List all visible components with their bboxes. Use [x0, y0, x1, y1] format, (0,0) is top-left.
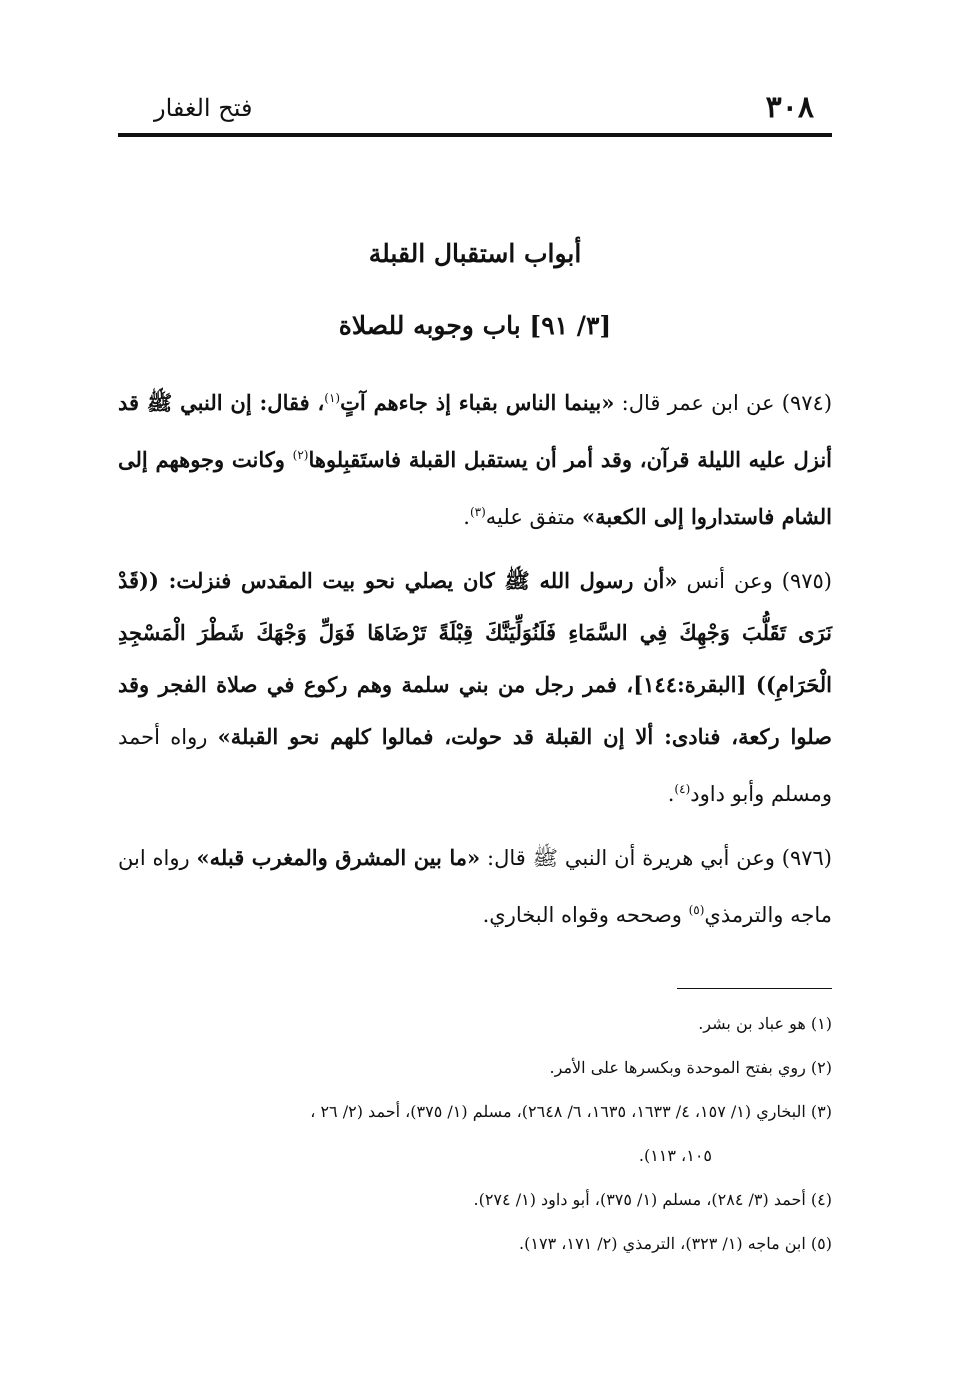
hadith-quote-continued: ، فقال: إن النبي ﷺ قد أنزل عليه الليلة قرآن، وقد أمر أن يستقبل القبلة فاستَقبِلوها — [118, 390, 833, 472]
footnote-marker: (١) — [324, 391, 341, 405]
source-text-end: وصححه وقواه البخاري. — [482, 903, 689, 927]
source-text: رواه أحمد ومسلم وأبو داود — [118, 725, 832, 806]
narrator-text: عن ابن عمر قال: — [614, 391, 782, 415]
footnote-marker: (٣) — [469, 505, 486, 519]
period: . — [463, 505, 470, 529]
body-text — [118, 372, 832, 953]
footnote: (٢) روي بفتح الموحدة وبكسرها على الأمر. — [549, 1058, 832, 1077]
chapter-title: أبواب استقبال القبلة — [368, 239, 582, 268]
hadith-quote: «ما بين المشرق والمغرب قبله» — [196, 845, 481, 870]
footnote: (٣) البخاري (١/ ١٥٧، ٤/ ١٦٣٣، ١٦٣٥، ٦/ ٢٦٤٨)، مسلم (١/ ٣٧٥)، أحمد (٢/ ٢٦ ، — [310, 1102, 832, 1121]
book-title: فتح الغفار — [154, 94, 253, 122]
header-rule — [118, 133, 832, 137]
hadith-number: (٩٧٦) — [781, 846, 832, 870]
footnote-marker: (٢) — [292, 448, 309, 462]
footnote: (٤) أحمد (٣/ ٢٨٤)، مسلم (١/ ٣٧٥)، أبو داود (١/ ٢٧٤). — [473, 1190, 832, 1209]
source-text: رواه ابن ماجه والترمذي — [118, 846, 832, 927]
footnote-separator — [677, 988, 832, 989]
hadith-quote-end: وكانت وجوههم إلى الشام فاستداروا إلى الكعبة» — [118, 447, 832, 529]
hadith-quote: «أن رسول الله ﷺ كان يصلي نحو بيت المقدس فنزلت: ((قَدْ نَرَى تَقَلُّبَ وَجْهِكَ فِي السَّمَاءِ فَلَنُوَلِّيَنَّكَ قِبْلَةً تَرْضَاهَا فَوَلِّ وَجْهَكَ شَطْرَ الْمَسْجِدِ الْحَرَامِ)) [البقرة:١٤٤]، فمر رجل من بني سلمة وهم ركوع في صلاة الفجر وقد صلوا ركعة، فنادى: ألا إن القبلة قد حولت، فمالوا كلهم نحو القبلة» — [118, 568, 832, 749]
footnote: (٥) ابن ماجه (١/ ٣٢٣)، الترمذي (٢/ ١٧١، ١٧٣). — [519, 1234, 832, 1253]
hadith-paragraph — [118, 372, 832, 543]
hadith-number: (٩٧٤) — [781, 391, 833, 415]
footnotes — [118, 1002, 832, 1266]
hadith-paragraph — [118, 832, 832, 941]
section-title: [٣/ ٩١] باب وجوبه للصلاة — [338, 311, 612, 340]
footnote-marker: (٥) — [688, 903, 705, 917]
narrator-text: وعن أنس — [677, 569, 782, 593]
hadith-quote: «بينما الناس بقباء إذ جاءهم آتٍ — [340, 390, 615, 415]
narrator-text: وعن أبي هريرة أن النبي ﷺ قال: — [480, 846, 782, 870]
page-number: ٣٠٨ — [765, 90, 814, 125]
source-text: متفق عليه — [485, 505, 582, 529]
hadith-number: (٩٧٥) — [781, 569, 832, 593]
running-header — [118, 88, 832, 128]
hadith-paragraph — [118, 555, 832, 820]
footnote-marker: (٤) — [674, 782, 691, 796]
footnote: (١) هو عباد بن بشر. — [698, 1014, 832, 1033]
footnote-continuation: ١٠٥، ١١٣). — [638, 1146, 712, 1165]
period: . — [667, 782, 675, 806]
